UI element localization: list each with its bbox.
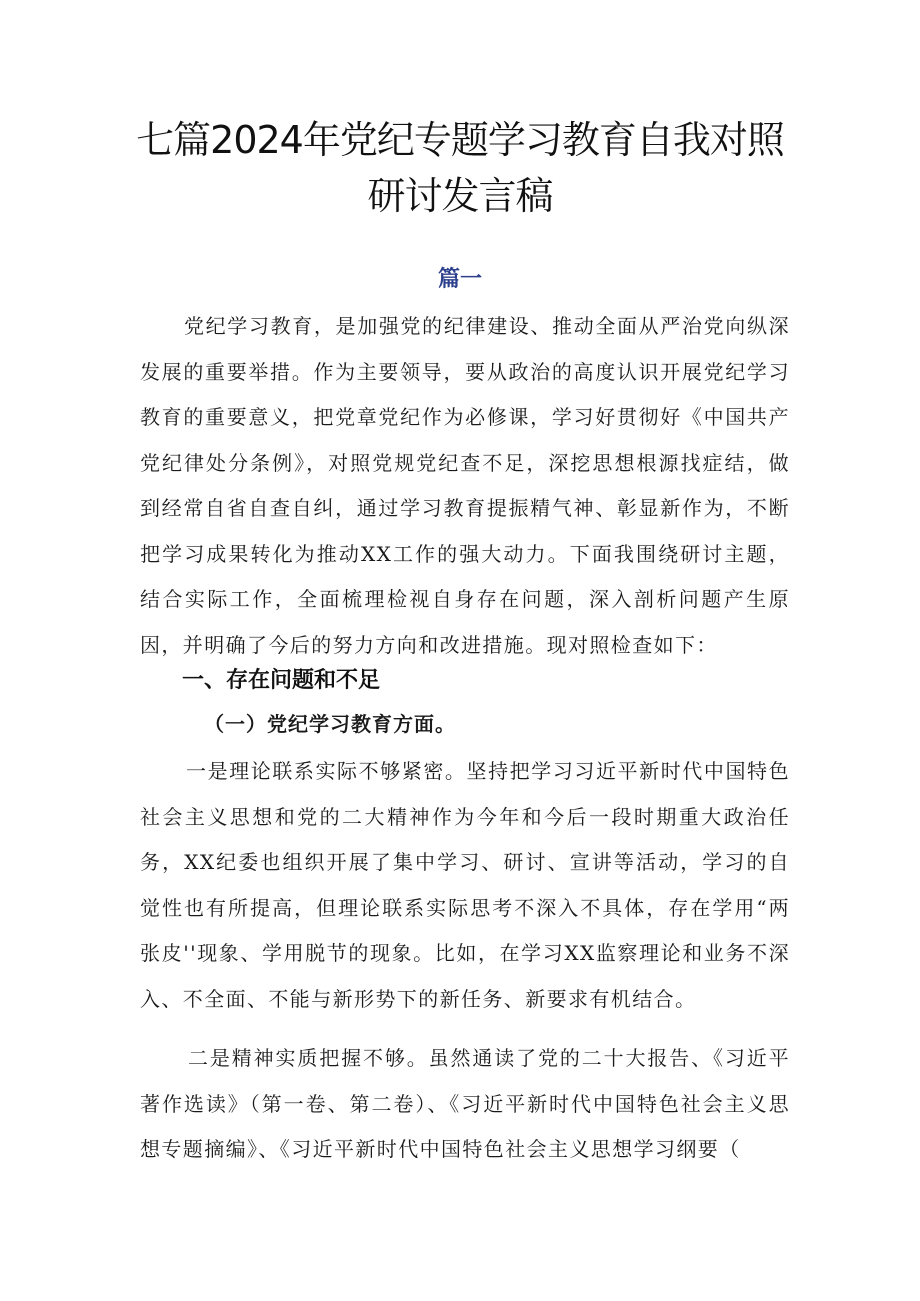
document-title: 七篇2024年党纪专题学习教育自我对照研讨发言稿: [136, 118, 784, 218]
intro-paragraph: 党纪学习教育，是加强党的纪律建设、推动全面从严治党向纵深发展的重要举措。作为主要领导，要从政治的高度认识开展党纪学习教育的重要意义，把党章党纪作为必修课，学习好贯彻好《中国共产党纪律处分条例》，对照党规党纪查不足，深挖思想根源找症结，做到经常自省自查自纠，通过学习教育提振精气神、彰显新作为，不断把学习成果转化为推动XX工作的强大动力。下面我围绕研讨主题，结合实际工作，全面梳理检视自身存在问题，深入剖析问题产生原因，并明确了今后的努力方向和改进措施。现对照检查如下：: [140, 314, 790, 657]
paragraph-spirit-essence: 二是精神实质把握不够。虽然通读了党的二十大报告、《习近平著作选读》（第一卷、第二卷）、《习近平新时代中国特色社会主义思想专题摘编》、《习近平新时代中国特色社会主义思想学习纲要（: [140, 1046, 790, 1161]
heading-problems: 一、存在问题和不足: [182, 668, 381, 693]
paragraph-theory-practice: 一是理论联系实际不够紧密。坚持把学习习近平新时代中国特色社会主义思想和党的二大精神作为今年和今后一段时期重大政治任务，XX纪委也组织开展了集中学习、研讨、宣讲等活动，学习的自觉性也有所提高，但理论联系实际思考不深入不具体，存在学用“两张皮''现象、学用脱节的现象。比如，在学习XX监察理论和业务不深入、不全面、不能与新形势下的新任务、新要求有机结合。: [140, 759, 790, 1011]
subheading-discipline-study: （一）党纪学习教育方面。: [204, 712, 456, 736]
section-label: 篇一: [437, 267, 482, 292]
